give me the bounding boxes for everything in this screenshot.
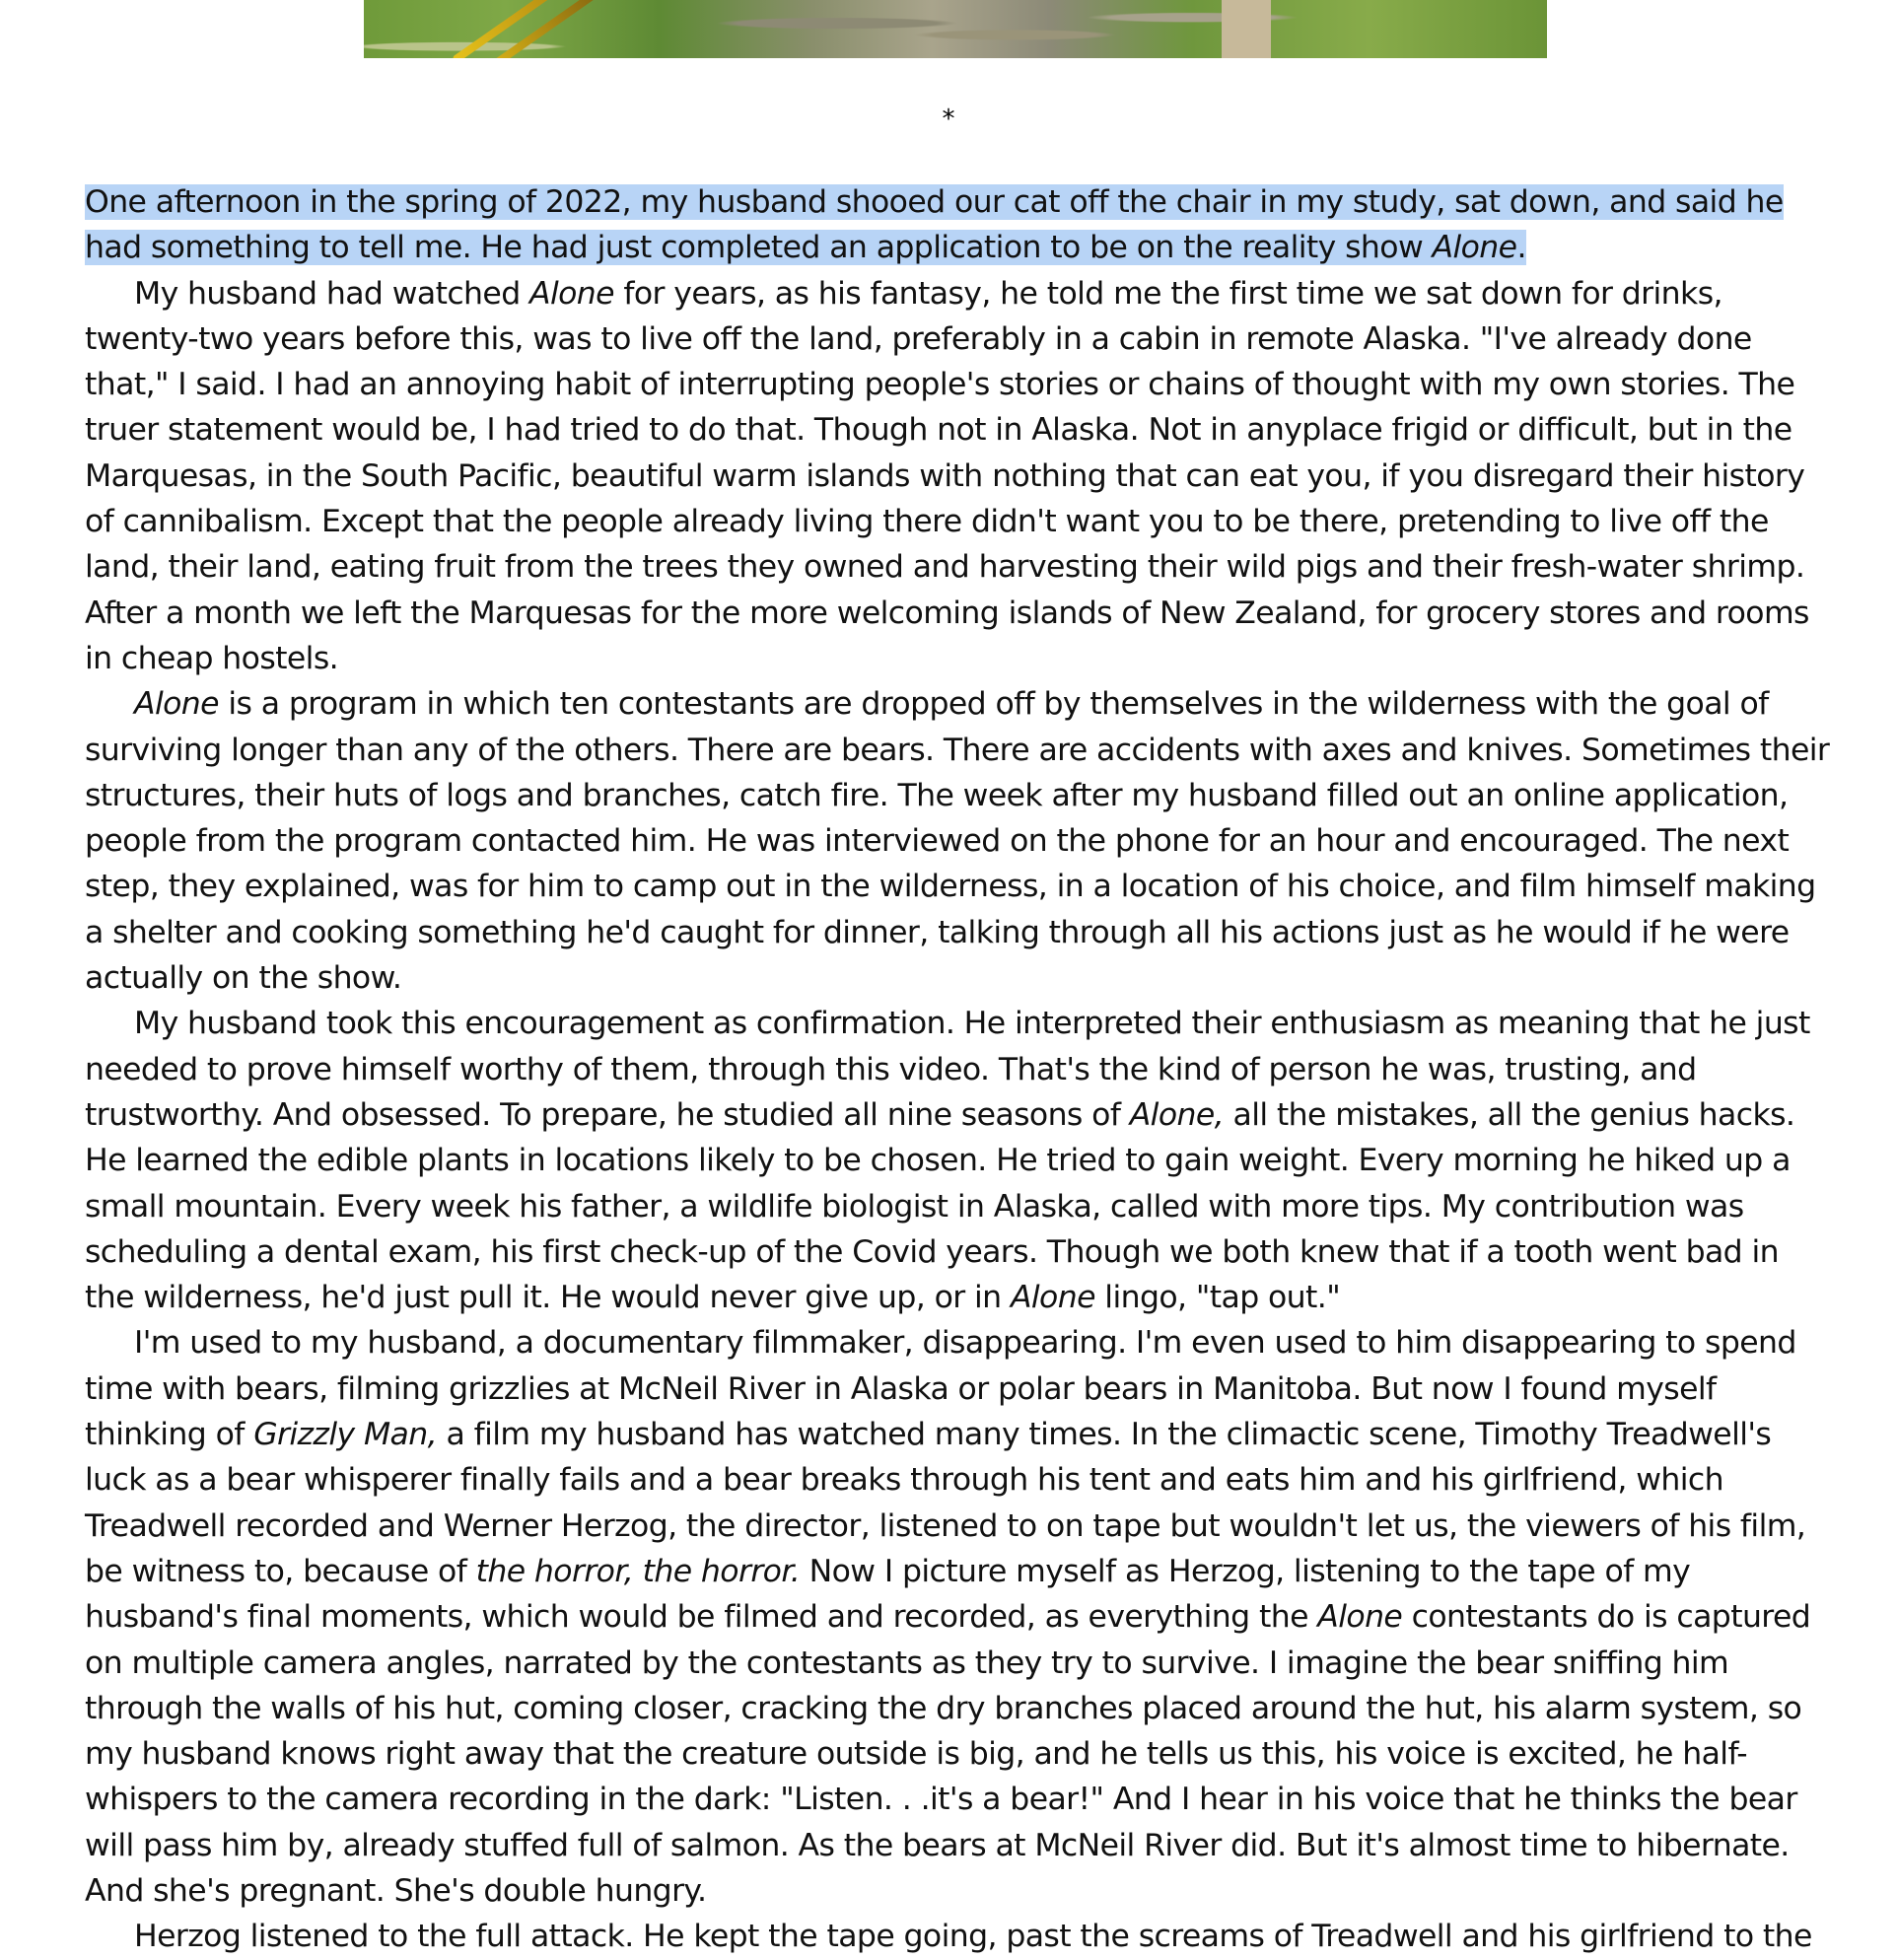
camouflage-photo [364, 0, 1547, 58]
paragraph: Alone is a program in which ten contestants are dropped off by themselves in the wilderness with the goal of surviving longer than any of the others. There are bears. There are accidents with axes and knives. Sometimes their structures, their huts of logs and branches, catch fire. The week after my husband filled out an online application, people from the program contacted him. He was interviewed on the phone for an hour and encouraged. The next step, they explained, was for him to camp out in the wilderness, in a location of his choice, and film himself making a shelter and cooking something he'd caught for dinner, talking through all his actions just as he would if he were actually on the show. [85, 686, 1830, 997]
paragraph: My husband had watched Alone for years, as his fantasy, he told me the first time we sat down for drinks, twenty-two years before this, was to live off the land, preferably in a cabin in remote Alaska. "I've already done that," I said. I had an annoying habit of interrupting people's stories or chains of thought with my own stories. The truer statement would be, I had tried to do that. Though not in Alaska. Not in anyplace frigid or difficult, but in the Marquesas, in the South Pacific, beautiful warm islands with nothing that can eat you, if you disregard their history of cannibalism. Except that the people already living there didn't want you to be there, pretending to live off the land, their land, eating fruit from the trees they owned and harvesting their wild pigs and their fresh-water shrimp. After a month we left the Marquesas for the more welcoming islands of New Zealand, for grocery stores and rooms in cheap hostels. [85, 275, 1809, 676]
paragraph: Herzog listened to the full attack. He kept the tape going, past the screams of Treadwell and his girlfriend to the [134, 1919, 1812, 1955]
paragraph [85, 179, 1830, 271]
section-separator: * [942, 105, 955, 134]
paragraph: My husband took this encouragement as confirmation. He interpreted their enthusiasm as meaning that he just needed to prove himself worthy of them, through this video. That's the kind of person he was, trusting, and trustworthy. And obsessed. To prepare, he studied all nine seasons of Alone, all the mistakes, all the genius hacks. He learned the edible plants in locations likely to be chosen. He tried to gain weight. Every morning he hiked up a small mountain. Every week his father, a wildlife biologist in Alaska, called with more tips. My contribution was scheduling a dental exam, his first check-up of the Covid years. Though we both knew that if a tooth went bad in the wilderness, he'd just pull it. He would never give up, or in Alone lingo, "tap out." [85, 1006, 1810, 1316]
selected-text[interactable]: One afternoon in the spring of 2022, my husband shooed our cat off the chair in my study, sat down, and said he had something to tell me. He had just completed an application to be on the reality show Alone. [85, 184, 1784, 266]
backpack-strap-image [1222, 0, 1271, 58]
article-body [85, 179, 1830, 1960]
paragraph: I'm used to my husband, a documentary filmmaker, disappearing. I'm even used to him disappearing to spend time with bears, filming grizzlies at McNeil River in Alaska or polar bears in Manitoba. But now I found myself thinking of Grizzly Man, a film my husband has watched many times. In the climactic scene, Timothy Treadwell's luck as a bear whisperer finally fails and a bear breaks through his tent and eats him and his girlfriend, which Treadwell recorded and Werner Herzog, the director, listened to on tape but wouldn't let us, the viewers of his film, be witness to, because of the horror, the horror. Now I picture myself as Herzog, listening to the tape of my husband's final moments, which would be filmed and recorded, as everything the Alone contestants do is captured on multiple camera angles, narrated by the contestants as they try to survive. I imagine the bear sniffing him through the walls of his hut, coming closer, cracking the dry branches placed around the hut, his alarm system, so my husband knows right away that the creature outside is big, and he tells us this, his voice is excited, he half-whispers to the camera recording in the dark: "Listen. . .it's a bear!" And I hear in his voice that he thinks the bear will pass him by, already stuffed full of salmon. As the bears at McNeil River did. But it's almost time to hibernate. And she's pregnant. She's double hungry. [85, 1325, 1811, 1909]
